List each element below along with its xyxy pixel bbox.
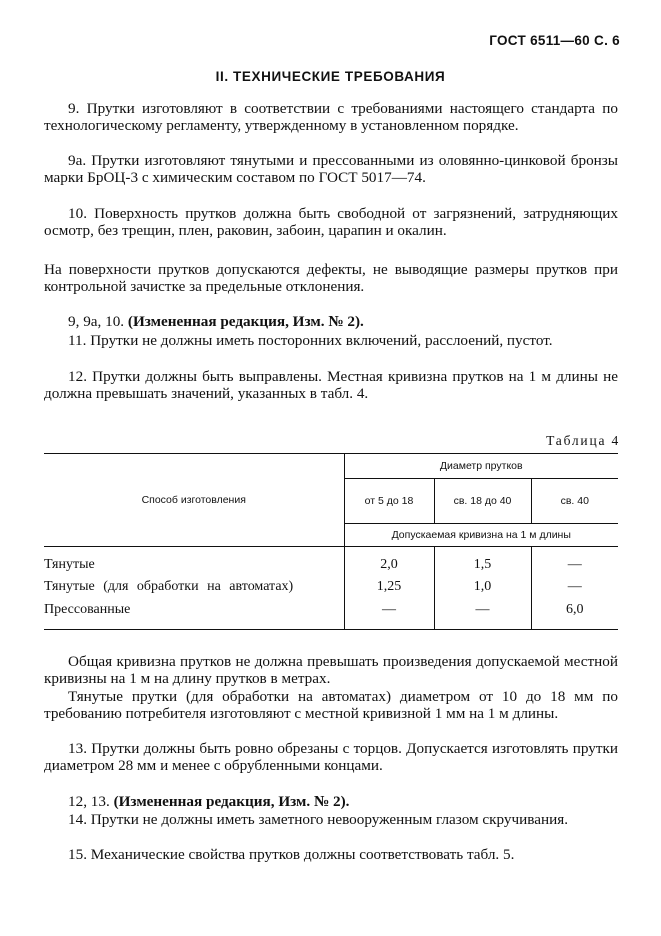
paragraph-12-automatic-bars: Тянутые прутки (для обработки на автоматах) диаметром от 10 до 18 мм по требованию потребителя изготовляют с местной кривизной 1 мм на 1 м длины.	[44, 688, 618, 722]
table-cell: 1,25	[344, 576, 434, 597]
document-reference-header: ГОСТ 6511—60 С. 6	[489, 33, 620, 48]
paragraph-9: 9. Прутки изготовляют в соответствии с требованиями настоящего стандарта по технологическому регламенту, утвержденному в установленном порядке.	[44, 100, 618, 134]
amendment-note-2-prefix: 12, 13.	[68, 793, 114, 810]
table-row-label: Прессованные	[44, 602, 131, 617]
paragraph-14: 14. Прутки не должны иметь заметного невооруженным глазом скручивания.	[68, 811, 569, 828]
table-row-label: Тянутые	[44, 556, 95, 572]
paragraph-12: 12. Прутки должны быть выправлены. Местная кривизна прутков на 1 м длины не должна превышать значений, указанных в табл. 4.	[44, 368, 618, 402]
table-cell: —	[344, 597, 434, 630]
table-cell: 1,0	[434, 576, 531, 597]
table-row	[44, 576, 618, 597]
paragraph-9a: 9а. Прутки изготовляют тянутыми и прессованными из оловянно-цинковой бронзы марки БрОЦ-3 с химическим составом по ГОСТ 5017—74.	[44, 152, 618, 186]
table-header-col-3: св. 40	[531, 479, 618, 524]
table-cell: 6,0	[531, 597, 618, 630]
table-row	[44, 597, 618, 630]
table-cell: —	[531, 547, 618, 577]
table-4	[44, 453, 618, 630]
paragraph-10-continued: На поверхности прутков допускаются дефекты, не выводящие размеры прутков при контрольной зачистке за предельные отклонения.	[44, 261, 618, 295]
amendment-note-1-prefix: 9, 9а, 10.	[68, 313, 128, 330]
table-header-diameter: Диаметр прутков	[344, 454, 618, 479]
table-header-col-2: св. 18 до 40	[434, 479, 531, 524]
amendment-note-2-text: (Измененная редакция, Изм. № 2).	[113, 793, 350, 810]
paragraph-13: 13. Прутки должны быть ровно обрезаны с торцов. Допускается изготовлять прутки диаметром 28 мм и менее с обрубленными концами.	[44, 740, 618, 774]
table-header-method: Способ изготовления	[44, 454, 344, 547]
table-cell: 2,0	[344, 547, 434, 577]
section-title: II. ТЕХНИЧЕСКИЕ ТРЕБОВАНИЯ	[215, 69, 446, 84]
amendment-note-1	[44, 314, 618, 331]
table-header-col-1: от 5 до 18	[344, 479, 434, 524]
table-subheader-curvature: Допускаемая кривизна на 1 м длины	[344, 524, 618, 547]
table-cell: 1,5	[434, 547, 531, 577]
table-row	[44, 547, 618, 577]
table-4-caption: Таблица 4	[546, 433, 620, 448]
table-row-label: Тянутые (для обработки на автоматах)	[44, 578, 294, 594]
paragraph-12-general-curvature: Общая кривизна прутков не должна превышать произведения допускаемой местной кривизны на 1 м на длину прутков в метрах.	[44, 653, 618, 687]
amendment-note-1-text: (Измененная редакция, Изм. № 2).	[127, 313, 364, 330]
table-cell: —	[531, 576, 618, 597]
paragraph-11: 11. Прутки не должны иметь посторонних включений, расслоений, пустот.	[68, 332, 553, 349]
table-cell: —	[434, 597, 531, 630]
amendment-note-2	[44, 794, 618, 811]
paragraph-15: 15. Механические свойства прутков должны соответствовать табл. 5.	[68, 846, 515, 863]
paragraph-10: 10. Поверхность прутков должна быть свободной от загрязнений, затрудняющих осмотр, без трещин, плен, раковин, забоин, царапин и окалин.	[44, 205, 618, 239]
